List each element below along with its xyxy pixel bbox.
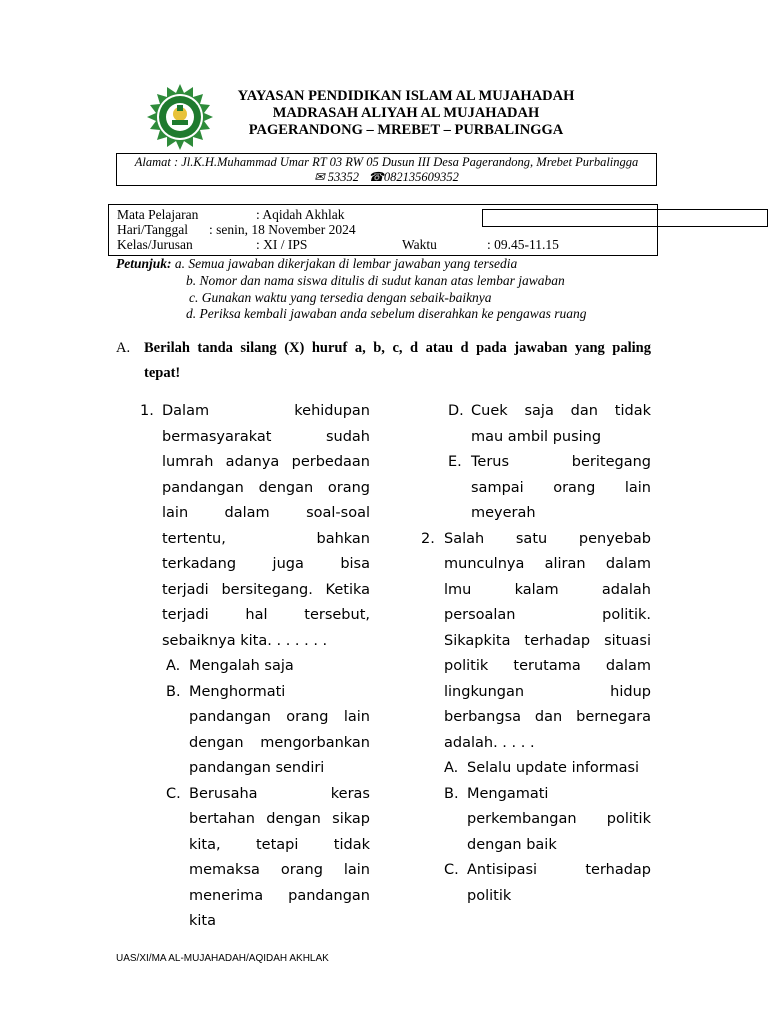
envelope-icon: ✉ [314, 170, 325, 184]
subject-value: : Aqidah Akhlak [256, 207, 345, 222]
question-number: 2. [421, 531, 435, 547]
phone-icon: ☎ [368, 170, 384, 184]
page-footer: UAS/XI/MA AL-MUJAHADAH/AQIDAH AKHLAK [116, 953, 329, 964]
phone-number: 082135609352 [383, 170, 459, 184]
option-c-text[interactable]: menerima pandangan [189, 888, 370, 904]
section-instruction-line1: Berilah tanda silang (X) huruf a, b, c, d atau d pada jawaban yang paling [144, 340, 651, 356]
option-a-text[interactable]: Selalu update informasi [467, 760, 640, 776]
address-text: Alamat : Jl.K.H.Muhammad Umar RT 03 RW 05 Dusun III Desa Pagerandong, Mrebet Purbalingga [134, 155, 639, 169]
option-b-text[interactable]: pandangan orang lain [189, 709, 370, 725]
question-text-line: lumrah adanya perbedaan [162, 454, 370, 470]
question-number: 1. [140, 403, 154, 419]
time-value: : 09.45-11.15 [487, 237, 559, 252]
question-text-line: lmu kalam adalah [444, 582, 651, 598]
option-c-text[interactable]: bertahan dengan sikap [189, 811, 370, 827]
school-location: PAGERANDONG – MREBET – PURBALINGGA [248, 122, 564, 138]
option-b-text[interactable]: Mengamati [467, 786, 549, 802]
question-text-line: Sikapkita terhadap situasi [444, 633, 651, 649]
option-c-text[interactable]: kita, tetapi tidak [189, 837, 370, 853]
question-text-line: terkadang juga bisa [162, 556, 370, 572]
question-text-line: adalah. . . . . [444, 735, 535, 751]
school-name: MADRASAH ALIYAH AL MUJAHADAH [272, 105, 540, 121]
question-text-line: persoalan politik. [444, 607, 651, 623]
school-logo [146, 83, 214, 151]
option-e-text[interactable]: meyerah [471, 505, 536, 521]
option-marker[interactable]: B. [444, 786, 459, 802]
option-b-text[interactable]: dengan baik [467, 837, 557, 853]
option-c-text[interactable]: kita [189, 913, 216, 929]
option-c-text[interactable]: Berusaha keras [189, 786, 370, 802]
section-instruction-line2: tepat! [144, 365, 181, 381]
question-text-line: sebaiknya kita. . . . . . . [162, 633, 328, 649]
option-a-text[interactable]: Mengalah saja [189, 658, 294, 674]
address-box [116, 153, 657, 186]
question-text-line: lingkungan hidup [444, 684, 651, 700]
option-marker[interactable]: C. [166, 786, 181, 802]
instruction-a: a. Semua jawaban dikerjakan di lembar jawaban yang tersedia [174, 256, 518, 271]
contact-line [117, 170, 656, 185]
date-value: : senin, 18 November 2024 [209, 222, 356, 237]
option-b-text[interactable]: pandangan sendiri [189, 760, 325, 776]
question-text-line: lain dalam soal-soal [162, 505, 370, 521]
instruction-c: c. Gunakan waktu yang tersedia dengan sebaik-baiknya [189, 290, 492, 305]
section-marker: A. [116, 340, 131, 356]
time-label: Waktu [402, 237, 437, 252]
class-label: Kelas/Jurusan [117, 237, 193, 252]
question-text-line: munculnya aliran dalam [444, 556, 651, 572]
question-text-line: berbangsa dan bernegara [444, 709, 651, 725]
option-d-text[interactable]: mau ambil pusing [471, 429, 602, 445]
question-text-line: terjadi hal tersebut, [162, 607, 370, 623]
class-value: : XI / IPS [256, 237, 308, 252]
option-c-text[interactable]: memaksa orang lain [189, 862, 370, 878]
question-text-line: bermasyarakat sudah [162, 429, 370, 445]
date-label: Hari/Tanggal [117, 222, 189, 237]
question-text-line: tertentu, bahkan [162, 531, 370, 547]
option-b-text[interactable]: dengan mengorbankan [189, 735, 370, 751]
student-name-box[interactable] [482, 209, 768, 227]
option-e-text[interactable]: Terus beritegang [471, 454, 651, 470]
instruction-d: d. Periksa kembali jawaban anda sebelum diserahkan ke pengawas ruang [186, 306, 587, 321]
question-text-line: terjadi bersitegang. Ketika [162, 582, 370, 598]
question-text-line: politik terutama dalam [444, 658, 651, 674]
subject-label: Mata Pelajaran [117, 207, 199, 222]
instruction-a-line [116, 255, 517, 272]
question-text-line: Salah satu penyebab [444, 531, 651, 547]
option-e-text[interactable]: sampai orang lain [471, 480, 651, 496]
option-marker[interactable]: C. [444, 862, 459, 878]
option-marker[interactable]: D. [448, 403, 464, 419]
option-b-text[interactable]: perkembangan politik [467, 811, 651, 827]
option-marker[interactable]: E. [448, 454, 462, 470]
option-marker[interactable]: B. [166, 684, 181, 700]
instruction-label: Petunjuk: [116, 256, 172, 271]
option-d-text[interactable]: Cuek saja dan tidak [471, 403, 651, 419]
question-text-line: pandangan dengan orang [162, 480, 370, 496]
instruction-b: b. Nomor dan nama siswa ditulis di sudut kanan atas lembar jawaban [186, 273, 565, 288]
option-c-text[interactable]: politik [467, 888, 512, 904]
option-marker[interactable]: A. [444, 760, 459, 776]
option-b-text[interactable]: Menghormati [189, 684, 286, 700]
option-marker[interactable]: A. [166, 658, 181, 674]
question-text-line: Dalam kehidupan [162, 403, 370, 419]
foundation-name: YAYASAN PENDIDIKAN ISLAM AL MUJAHADAH [237, 88, 575, 104]
postal-code: 53352 [327, 170, 359, 184]
option-c-text[interactable]: Antisipasi terhadap [467, 862, 651, 878]
